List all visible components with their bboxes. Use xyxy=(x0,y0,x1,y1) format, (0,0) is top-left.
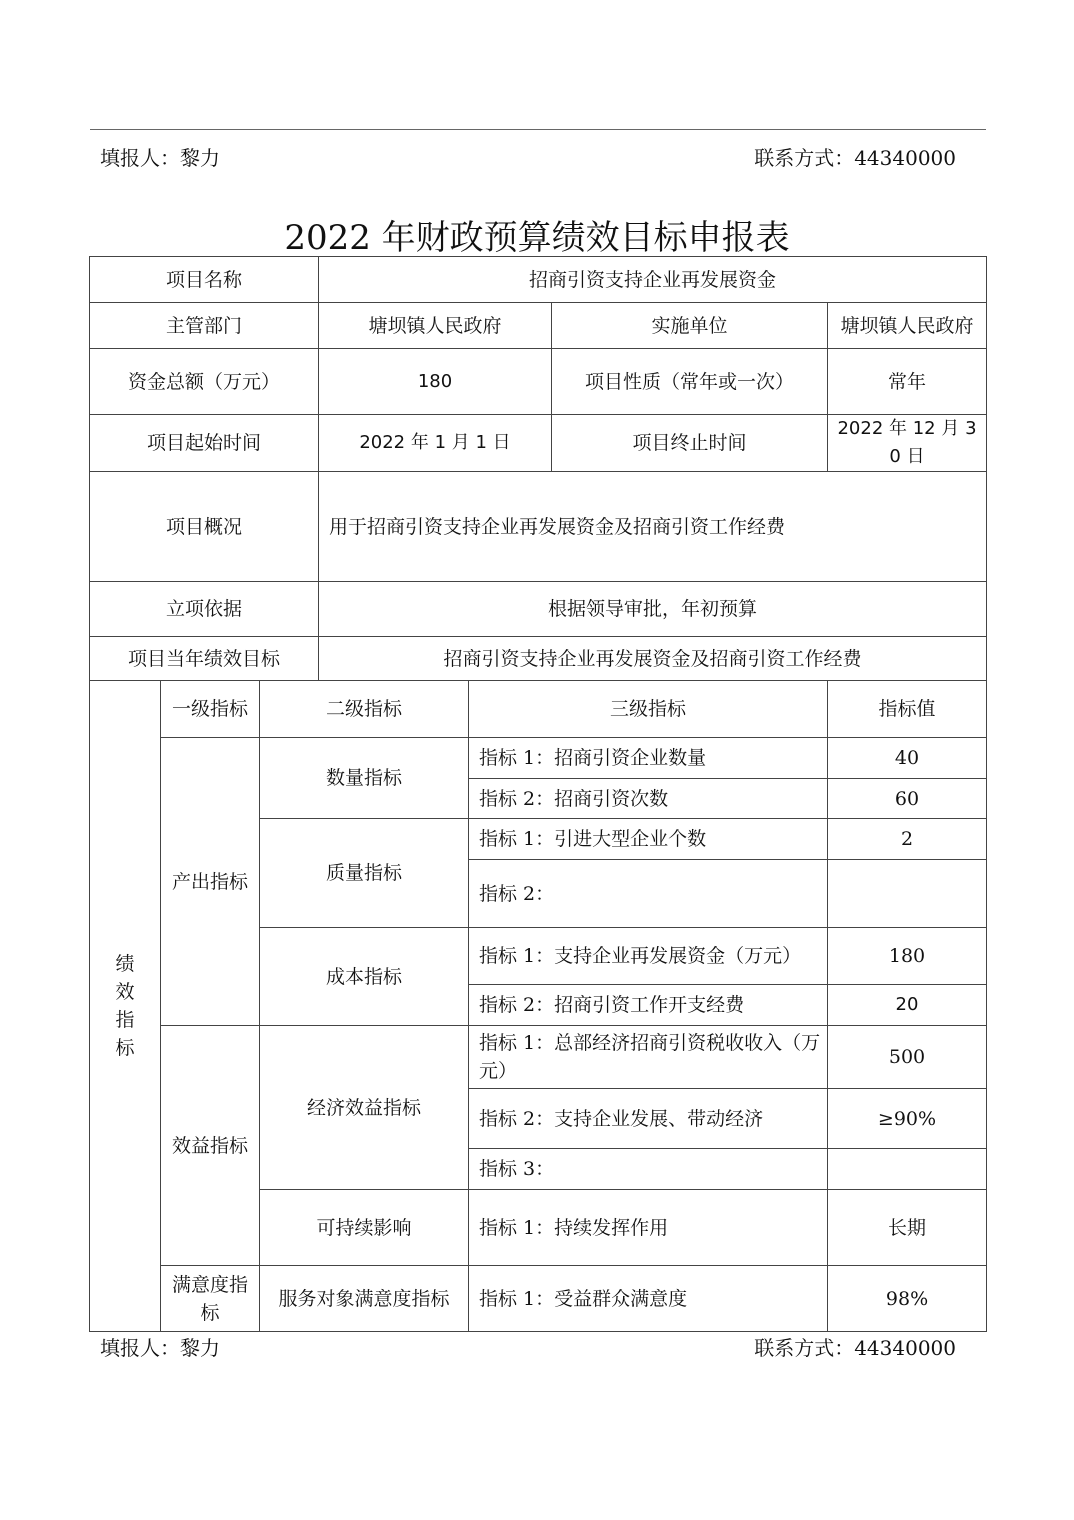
benefit-indicators-label: 效益指标 xyxy=(161,1026,260,1266)
quality-indicators-label: 质量指标 xyxy=(260,819,469,928)
indicator-name: 指标 1：引进大型企业个数 xyxy=(469,819,828,860)
basis-value: 根据领导审批，年初预算 xyxy=(319,582,987,637)
page-title: 2022 年财政预算绩效目标申报表 xyxy=(284,217,790,258)
header-value: 指标值 xyxy=(828,681,987,738)
table-row xyxy=(90,1266,987,1332)
dept-label: 主管部门 xyxy=(90,303,319,349)
table-row xyxy=(90,1026,987,1089)
reporter-label: 填报人：黎力 xyxy=(100,146,220,170)
indicator-name: 指标 1：支持企业再发展资金（万元） xyxy=(469,928,828,985)
dept-value: 塘坝镇人民政府 xyxy=(319,303,552,349)
indicator-value: 40 xyxy=(828,738,987,779)
table-row xyxy=(90,681,987,738)
project-name-label: 项目名称 xyxy=(90,257,319,303)
funds-value: 180 xyxy=(319,349,552,415)
indicator-value: 98% xyxy=(828,1266,987,1332)
goal-value: 招商引资支持企业再发展资金及招商引资工作经费 xyxy=(319,637,987,681)
indicator-value: 20 xyxy=(828,985,987,1026)
performance-indicators-label: 绩效指标 xyxy=(90,681,161,1332)
indicator-value: 长期 xyxy=(828,1190,987,1266)
indicator-name: 指标 1：招商引资企业数量 xyxy=(469,738,828,779)
impl-value: 塘坝镇人民政府 xyxy=(828,303,987,349)
impl-label: 实施单位 xyxy=(552,303,828,349)
header-level2: 二级指标 xyxy=(260,681,469,738)
footer-row xyxy=(100,1333,956,1363)
basis-label: 立项依据 xyxy=(90,582,319,637)
budget-table xyxy=(89,256,987,1332)
output-indicators-label: 产出指标 xyxy=(161,738,260,1026)
nature-value: 常年 xyxy=(828,349,987,415)
indicator-value: 2 xyxy=(828,819,987,860)
indicator-name: 指标 2：招商引资次数 xyxy=(469,779,828,819)
header-row xyxy=(100,143,956,173)
quantity-indicators-label: 数量指标 xyxy=(260,738,469,819)
table-row xyxy=(90,349,987,415)
nature-label: 项目性质（常年或一次） xyxy=(552,349,828,415)
overview-value: 用于招商引资支持企业再发展资金及招商引资工作经费 xyxy=(319,472,987,582)
table-row xyxy=(90,738,987,779)
indicator-name: 指标 2： xyxy=(469,860,828,928)
indicator-name: 指标 1：受益群众满意度 xyxy=(469,1266,828,1332)
indicator-value: 500 xyxy=(828,1026,987,1089)
indicator-value xyxy=(828,1149,987,1190)
indicator-value: 60 xyxy=(828,779,987,819)
table-row xyxy=(90,637,987,681)
indicator-name: 指标 2：支持企业发展、带动经济 xyxy=(469,1089,828,1149)
table-row xyxy=(90,415,987,472)
service-indicators-label: 服务对象满意度指标 xyxy=(260,1266,469,1332)
contact-label: 联系方式：44340000 xyxy=(754,146,956,170)
table-row xyxy=(90,303,987,349)
indicator-name: 指标 1：持续发挥作用 xyxy=(469,1190,828,1266)
table-row xyxy=(90,582,987,637)
indicator-value: 180 xyxy=(828,928,987,985)
end-value: 2022 年 12 月 30 日 xyxy=(828,415,987,472)
footer-reporter-label: 填报人：黎力 xyxy=(100,1336,220,1360)
header-level3: 三级指标 xyxy=(469,681,828,738)
start-label: 项目起始时间 xyxy=(90,415,319,472)
satisfaction-indicators-label: 满意度指标 xyxy=(161,1266,260,1332)
project-name-value: 招商引资支持企业再发展资金 xyxy=(319,257,987,303)
table-row xyxy=(90,472,987,582)
indicator-name: 指标 1：总部经济招商引资税收收入（万元） xyxy=(469,1026,828,1089)
economic-indicators-label: 经济效益指标 xyxy=(260,1026,469,1190)
start-value: 2022 年 1 月 1 日 xyxy=(319,415,552,472)
overview-label: 项目概况 xyxy=(90,472,319,582)
header-level1: 一级指标 xyxy=(161,681,260,738)
funds-label: 资金总额（万元） xyxy=(90,349,319,415)
indicator-value xyxy=(828,860,987,928)
top-divider xyxy=(90,129,986,130)
cost-indicators-label: 成本指标 xyxy=(260,928,469,1026)
footer-contact-label: 联系方式：44340000 xyxy=(754,1336,956,1360)
indicator-name: 指标 3： xyxy=(469,1149,828,1190)
indicator-value: ≥90% xyxy=(828,1089,987,1149)
table-row xyxy=(90,257,987,303)
sustain-indicators-label: 可持续影响 xyxy=(260,1190,469,1266)
goal-label: 项目当年绩效目标 xyxy=(90,637,319,681)
indicator-name: 指标 2：招商引资工作开支经费 xyxy=(469,985,828,1026)
end-label: 项目终止时间 xyxy=(552,415,828,472)
